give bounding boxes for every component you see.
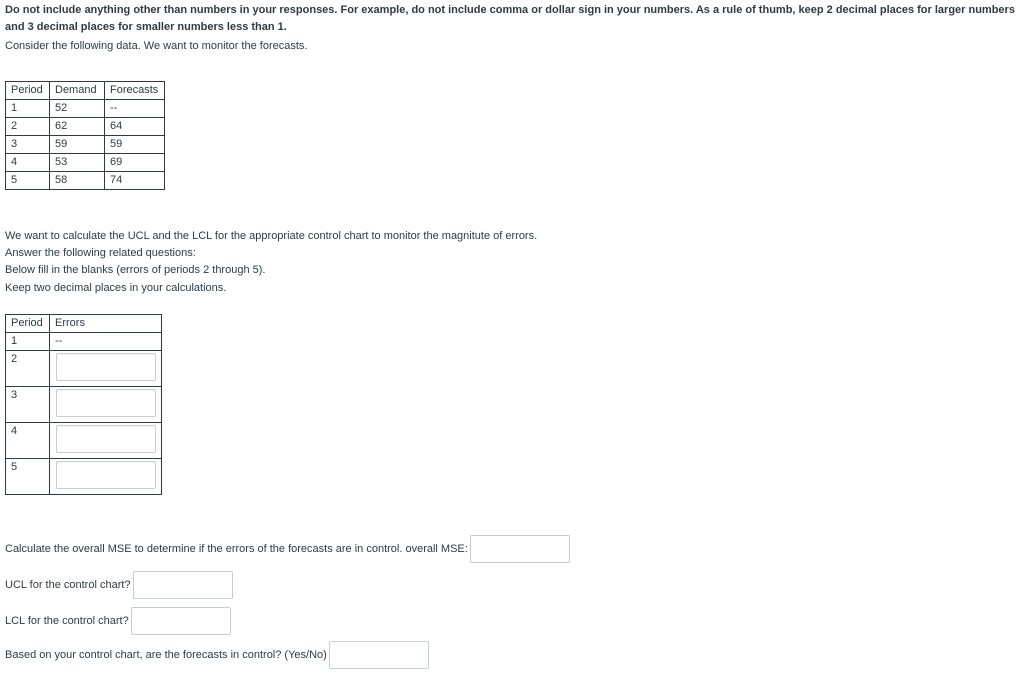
cell-period: 3 (6, 136, 50, 154)
cell-demand: 58 (50, 172, 105, 190)
demand-forecast-table (5, 81, 165, 190)
table-header-row (6, 82, 165, 100)
cell-demand: 59 (50, 136, 105, 154)
table-row (6, 100, 165, 118)
error-period-2-input[interactable] (56, 353, 156, 381)
errors-table (5, 314, 162, 495)
cell-period: 1 (6, 333, 50, 351)
cell-demand: 62 (50, 118, 105, 136)
mse-question-label: Calculate the overall MSE to determine if the errors of the forecasts are in control. overall MSE: (5, 542, 468, 555)
table-row (6, 423, 162, 459)
table-row (6, 387, 162, 423)
cell-forecast: 59 (105, 136, 165, 154)
table-row (6, 351, 162, 387)
in-control-question (5, 641, 429, 669)
ucl-question-label: UCL for the control chart? (5, 578, 131, 591)
header-period: Period (6, 315, 50, 333)
in-control-question-label: Based on your control chart, are the forecasts in control? (Yes/No) (5, 648, 327, 661)
cell-period: 5 (6, 459, 50, 495)
cell-error (50, 387, 162, 423)
cell-forecast: 64 (105, 118, 165, 136)
lcl-question (5, 607, 231, 635)
table-row (6, 136, 165, 154)
table-row (6, 459, 162, 495)
in-control-input[interactable] (329, 641, 429, 669)
cell-error (50, 459, 162, 495)
cell-period: 2 (6, 118, 50, 136)
cell-demand: 52 (50, 100, 105, 118)
cell-forecast: 74 (105, 172, 165, 190)
cell-period: 5 (6, 172, 50, 190)
table-row (6, 172, 165, 190)
table-header-row (6, 315, 162, 333)
header-period: Period (6, 82, 50, 100)
cell-error (50, 351, 162, 387)
ucl-input[interactable] (133, 571, 233, 599)
below-paragraph: Below fill in the blanks (errors of periods 2 through 5). (5, 264, 266, 276)
table-row (6, 333, 162, 351)
cell-error: -- (50, 333, 162, 351)
table-row (6, 154, 165, 172)
cell-error (50, 423, 162, 459)
lcl-question-label: LCL for the control chart? (5, 614, 129, 627)
cell-period: 1 (6, 100, 50, 118)
header-errors: Errors (50, 315, 162, 333)
cell-period: 4 (6, 423, 50, 459)
error-period-5-input[interactable] (56, 461, 156, 489)
keep-paragraph: Keep two decimal places in your calculations. (5, 282, 227, 294)
mse-input[interactable] (470, 535, 570, 563)
error-period-4-input[interactable] (56, 425, 156, 453)
header-forecasts: Forecasts (105, 82, 165, 100)
cell-forecast: -- (105, 100, 165, 118)
cell-period: 3 (6, 387, 50, 423)
ucl-question (5, 571, 233, 599)
table-row (6, 118, 165, 136)
answer-paragraph: Answer the following related questions: (5, 247, 196, 259)
consider-text: Consider the following data. We want to monitor the forecasts. (5, 40, 308, 52)
header-demand: Demand (50, 82, 105, 100)
cell-period: 4 (6, 154, 50, 172)
ucl-lcl-paragraph: We want to calculate the UCL and the LCL for the appropriate control chart to monitor the magnitute of errors. (5, 230, 538, 242)
cell-demand: 53 (50, 154, 105, 172)
cell-period: 2 (6, 351, 50, 387)
lcl-input[interactable] (131, 607, 231, 635)
cell-forecast: 69 (105, 154, 165, 172)
instructions-text: Do not include anything other than numbers in your responses. For example, do not include comma or dollar sign in your numbers. As a rule of thumb, keep 2 decimal places for larger numbers and 3 decimal places for smaller numbers less than 1. (5, 4, 1015, 33)
mse-question (5, 535, 570, 563)
error-period-3-input[interactable] (56, 389, 156, 417)
